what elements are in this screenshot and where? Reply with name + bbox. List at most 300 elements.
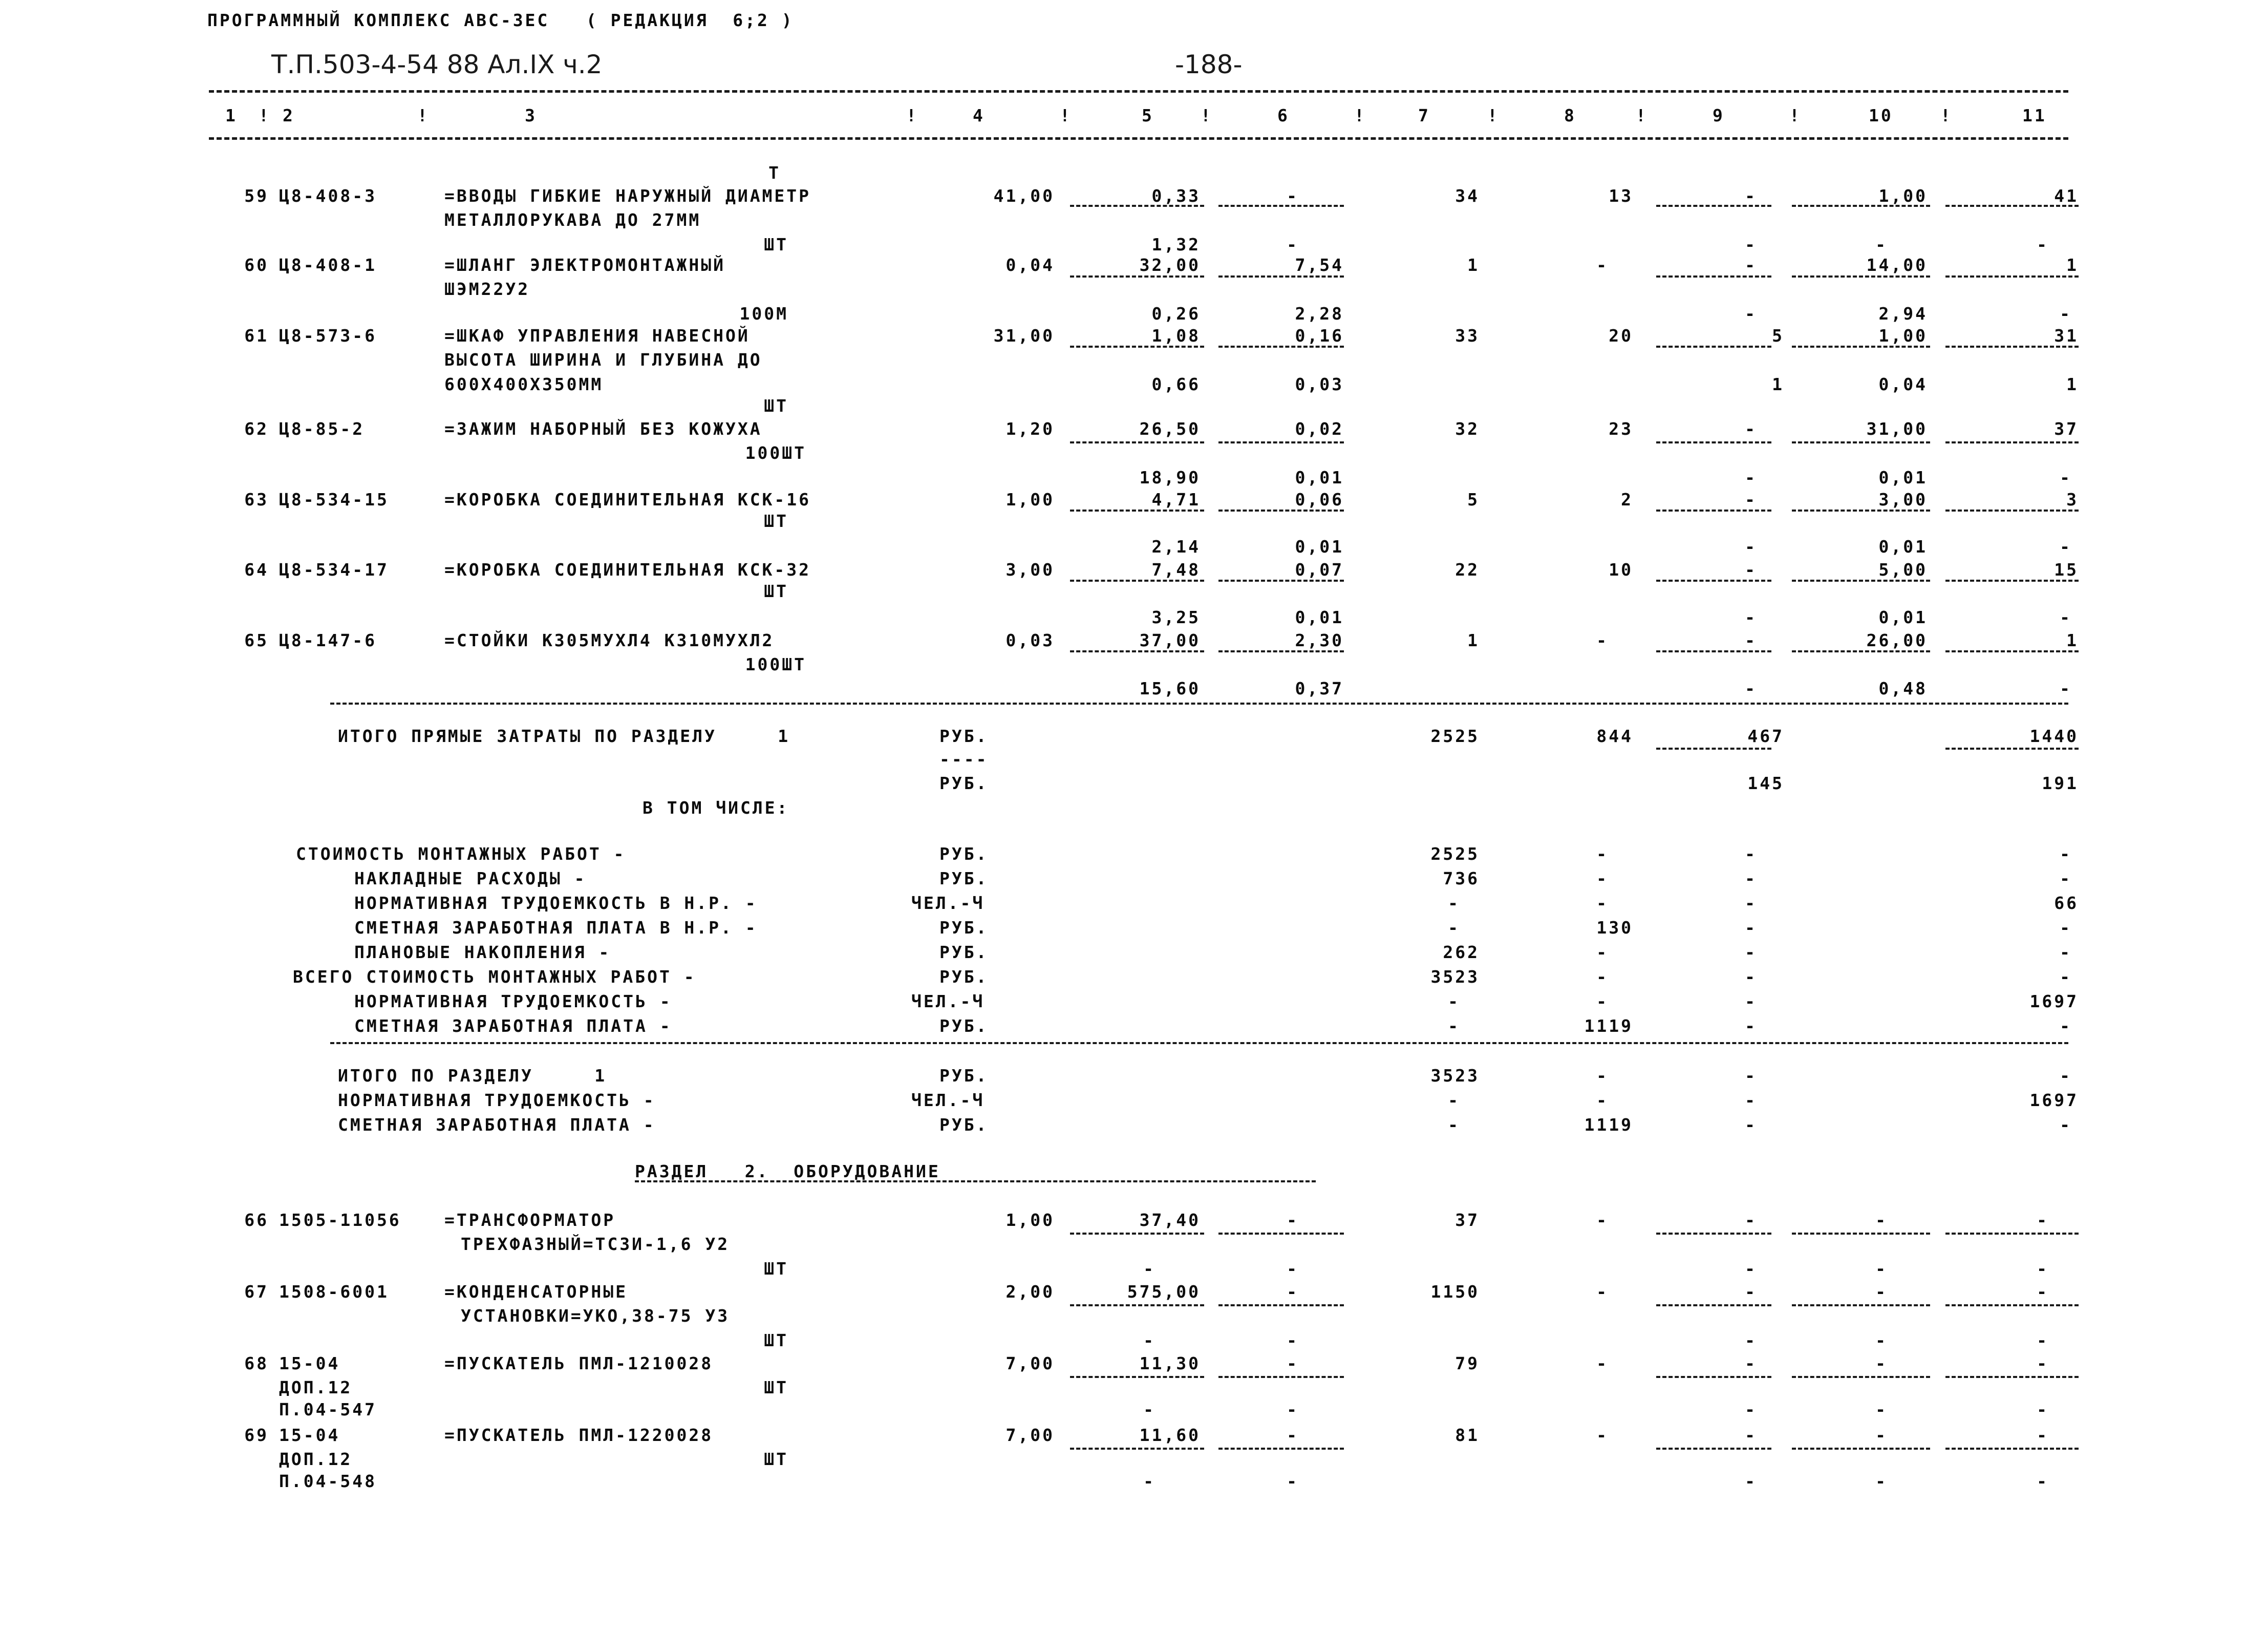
cell-separator	[1070, 205, 1204, 207]
cell-separator	[1218, 275, 1344, 278]
table-cell: 0,06	[1295, 490, 1344, 510]
table-text: ЧЕЛ.-Ч	[911, 1090, 985, 1110]
table-text: 1,32	[1151, 235, 1201, 255]
table-cell: 5	[1772, 326, 1784, 346]
table-cell: -	[1596, 1353, 1609, 1373]
summary-cell: РУБ.	[939, 726, 989, 746]
table-cell: -	[1875, 1282, 1888, 1302]
table-text: 0,01	[1295, 607, 1344, 627]
table-cell: Ц8-534-17	[279, 560, 389, 580]
table-text: ШТ	[764, 396, 788, 416]
cell-separator	[1070, 1448, 1204, 1450]
table-text: -	[2060, 844, 2072, 864]
table-text: -	[1596, 893, 1609, 913]
cell-separator	[1218, 580, 1344, 582]
table-text: НОРМАТИВНАЯ ТРУДОЕМКОСТЬ В Н.Р. -	[354, 893, 758, 913]
table-cell: =ШЛАНГ ЭЛЕКТРОМОНТАЖНЫЙ	[444, 255, 725, 275]
cell-separator	[1792, 205, 1930, 207]
table-cell: 1,20	[1005, 419, 1055, 439]
table-text: 736	[1443, 868, 1480, 888]
cell-separator	[1070, 346, 1204, 348]
table-text: -	[2060, 967, 2072, 987]
cell-separator	[1656, 1376, 1771, 1378]
table-cell: 0,07	[1295, 560, 1344, 580]
table-text: -	[1745, 1016, 1757, 1036]
table-text: ШТ	[764, 1330, 788, 1350]
table-text: -	[2060, 1115, 2072, 1135]
table-text: 0,26	[1151, 304, 1201, 324]
table-cell: 7,48	[1151, 560, 1201, 580]
summary-cell: 3523	[1430, 1066, 1480, 1086]
cell-separator	[1218, 346, 1344, 348]
column-divider: !	[1201, 105, 1213, 125]
table-text: -	[1745, 991, 1757, 1011]
table-text: СМЕТНАЯ ЗАРАБОТНАЯ ПЛАТА В Н.Р. -	[354, 918, 758, 938]
table-cell: 37,40	[1139, 1210, 1201, 1230]
summary-cell: 844	[1596, 726, 1633, 746]
summary-cell: -	[1745, 1066, 1757, 1086]
table-cell: -	[1745, 255, 1757, 275]
cell-separator	[1792, 275, 1930, 278]
table-cell: 37	[2054, 419, 2079, 439]
table-text: 130	[1596, 918, 1633, 938]
table-text: 145	[1747, 773, 1784, 793]
cell-separator	[1218, 441, 1344, 443]
table-cell: 5	[1467, 490, 1480, 510]
table-text: 15,60	[1139, 678, 1201, 698]
cell-separator	[1792, 1448, 1930, 1450]
table-text: МЕТАЛЛОРУКАВА ДО 27ММ	[444, 210, 701, 230]
table-cell: 15-04	[279, 1425, 340, 1445]
table-text: -	[1448, 893, 1460, 913]
cell-separator	[1656, 1304, 1771, 1306]
table-text: -	[1448, 1016, 1460, 1036]
table-cell: Ц8-534-15	[279, 490, 389, 510]
table-text: -	[1596, 942, 1609, 962]
table-cell: 66	[244, 1210, 269, 1230]
table-text: -	[2037, 1471, 2049, 1491]
table-cell: =ВВОДЫ ГИБКИЕ НАРУЖНЫЙ ДИАМЕТР	[444, 186, 811, 206]
summary-cell: -	[2060, 1066, 2072, 1086]
table-cell: -	[1596, 630, 1609, 650]
cell-separator	[1656, 748, 1771, 750]
cell-separator	[1218, 1376, 1344, 1378]
cell-separator	[1656, 205, 1771, 207]
table-text: -	[2060, 537, 2072, 557]
column-divider: !	[1487, 105, 1500, 125]
table-text: 0,01	[1878, 607, 1928, 627]
column-divider: !	[1060, 105, 1072, 125]
table-cell: 1	[1467, 630, 1480, 650]
table-cell: -	[1745, 1425, 1757, 1445]
table-cell: 1,08	[1151, 326, 1201, 346]
table-text: -	[1745, 893, 1757, 913]
table-cell: 15-04	[279, 1353, 340, 1373]
table-text: УСТАНОВКИ=УКО,38-75 У3	[461, 1306, 730, 1326]
table-text: -	[1875, 1330, 1888, 1350]
table-text: 0,04	[1878, 374, 1928, 394]
table-cell: =ЗАЖИМ НАБОРНЫЙ БЕЗ КОЖУХА	[444, 419, 762, 439]
table-cell: 1,00	[1005, 490, 1055, 510]
table-text: Т	[768, 163, 781, 183]
table-text: 100ШТ	[745, 654, 806, 674]
table-cell: 60	[244, 255, 269, 275]
table-text: -	[1143, 1471, 1156, 1491]
table-text: 3,25	[1151, 607, 1201, 627]
table-cell: -	[1287, 1425, 1299, 1445]
table-text: 0,48	[1878, 678, 1928, 698]
table-text: 100М	[739, 304, 788, 324]
table-text: ДОП.12	[279, 1377, 353, 1397]
table-text: -	[1745, 678, 1757, 698]
table-text: -	[2037, 1259, 2049, 1279]
table-text: ШТ	[764, 1377, 788, 1397]
cell-separator	[1656, 441, 1771, 443]
table-text: ШТ	[764, 1259, 788, 1279]
table-cell: 34	[1455, 186, 1480, 206]
column-divider: !	[1940, 105, 1953, 125]
table-cell: 0,04	[1005, 255, 1055, 275]
table-text: СМЕТНАЯ ЗАРАБОТНАЯ ПЛАТА -	[338, 1115, 656, 1135]
column-number: 7	[1418, 105, 1430, 125]
table-cell: Ц8-408-3	[279, 186, 377, 206]
table-text: -	[1745, 468, 1757, 487]
column-divider: !	[1354, 105, 1366, 125]
table-cell: 7,54	[1295, 255, 1344, 275]
cell-separator	[1656, 510, 1771, 512]
table-cell: 575,00	[1127, 1282, 1201, 1302]
table-cell: 62	[244, 419, 269, 439]
cell-separator	[1656, 275, 1771, 278]
table-cell: 22	[1455, 560, 1480, 580]
cell-separator	[1945, 510, 2079, 512]
cell-separator	[1792, 1233, 1930, 1235]
cell-separator	[1656, 346, 1771, 348]
subtotal-rule	[330, 1042, 2068, 1044]
table-text: -	[2060, 868, 2072, 888]
table-text: 600Х400Х350ММ	[444, 374, 604, 394]
table-text: -	[1448, 991, 1460, 1011]
cell-separator	[1070, 1304, 1204, 1306]
summary-cell: ИТОГО ПРЯМЫЕ ЗАТРАТЫ ПО РАЗДЕЛУ 1	[338, 726, 790, 746]
table-text: СМЕТНАЯ ЗАРАБОТНАЯ ПЛАТА -	[354, 1016, 672, 1036]
cell-separator	[1945, 1233, 2079, 1235]
summary-cell: 1440	[2029, 726, 2079, 746]
table-text: -	[2060, 942, 2072, 962]
cell-separator	[1945, 346, 2079, 348]
table-text: -	[1875, 1399, 1888, 1419]
table-text: -	[1287, 1259, 1299, 1279]
column-divider: !	[1636, 105, 1648, 125]
table-text: -	[1287, 1471, 1299, 1491]
table-cell: 68	[244, 1353, 269, 1373]
table-cell: 2,30	[1295, 630, 1344, 650]
table-text: -	[1745, 537, 1757, 557]
table-cell: 7,00	[1005, 1353, 1055, 1373]
table-cell: 31,00	[993, 326, 1055, 346]
table-cell: 33	[1455, 326, 1480, 346]
column-number: 3	[525, 105, 537, 125]
table-text: ТРЕХФАЗНЫЙ=ТСЗИ-1,6 У2	[461, 1234, 730, 1254]
table-text: -	[1143, 1330, 1156, 1350]
table-text: РУБ.	[939, 942, 989, 962]
table-text: ПЛАНОВЫЕ НАКОПЛЕНИЯ -	[354, 942, 611, 962]
table-text: РУБ.	[939, 1115, 989, 1135]
table-text: -	[1596, 868, 1609, 888]
cell-separator	[1218, 1304, 1344, 1306]
table-text: РУБ.	[939, 868, 989, 888]
table-cell: 15	[2054, 560, 2079, 580]
table-text: -	[1745, 918, 1757, 938]
table-cell: 20	[1609, 326, 1633, 346]
table-text: П.04-547	[279, 1399, 377, 1419]
table-text: -	[1745, 304, 1757, 324]
table-cell: 3,00	[1005, 560, 1055, 580]
table-text: ШТ	[764, 511, 788, 531]
table-cell: Ц8-85-2	[279, 419, 365, 439]
table-text: -	[1448, 918, 1460, 938]
program-header: ПРОГРАММНЫЙ КОМПЛЕКС АВС-ЗЕС ( РЕДАКЦИЯ 6;2 )	[207, 10, 794, 30]
table-text: П.04-548	[279, 1471, 377, 1491]
table-cell: 31	[2054, 326, 2079, 346]
table-cell: -	[2037, 1353, 2049, 1373]
cell-separator	[1792, 1304, 1930, 1306]
table-cell: Ц8-408-1	[279, 255, 377, 275]
table-text: ВЫСОТА ШИРИНА И ГЛУБИНА ДО	[444, 350, 762, 370]
table-text: 1697	[2029, 1090, 2079, 1110]
cell-separator	[1792, 650, 1930, 652]
table-cell: 23	[1609, 419, 1633, 439]
table-text: 18,90	[1139, 468, 1201, 487]
cell-separator	[1945, 748, 2079, 750]
table-text: -	[2060, 918, 2072, 938]
table-cell: 59	[244, 186, 269, 206]
cell-separator	[1792, 346, 1930, 348]
column-number: 2	[283, 105, 295, 125]
cell-separator	[1945, 1304, 2079, 1306]
table-text: -	[1448, 1090, 1460, 1110]
table-cell: =СТОЙКИ К305МУХЛ4 К310МУХЛ2	[444, 630, 775, 650]
table-cell: -	[1287, 1353, 1299, 1373]
cell-separator	[1070, 650, 1204, 652]
summary-cell: 2525	[1430, 726, 1480, 746]
table-cell: 2	[1621, 490, 1633, 510]
table-cell: 1505-11056	[279, 1210, 401, 1230]
table-cell: -	[2037, 1210, 2049, 1230]
cell-separator	[1070, 275, 1204, 278]
table-cell: 69	[244, 1425, 269, 1445]
cell-separator	[1218, 1448, 1344, 1450]
table-cell: -	[1596, 1282, 1609, 1302]
cell-separator	[1218, 1233, 1344, 1235]
cell-separator	[1070, 510, 1204, 512]
table-cell: 41	[2054, 186, 2079, 206]
table-text: -	[1875, 1259, 1888, 1279]
column-divider: !	[417, 105, 430, 125]
table-cell: =ШКАФ УПРАВЛЕНИЯ НАВЕСНОЙ	[444, 326, 750, 346]
table-cell: 41,00	[993, 186, 1055, 206]
table-text: 0,01	[1878, 468, 1928, 487]
table-cell: 37	[1455, 1210, 1480, 1230]
table-text: РУБ.	[939, 773, 989, 793]
column-number: 6	[1277, 105, 1290, 125]
table-cell: -	[1875, 1425, 1888, 1445]
table-text: -	[2037, 1399, 2049, 1419]
page-number: -188-	[1175, 50, 1243, 79]
column-divider: !	[259, 105, 271, 125]
table-cell: =ТРАНСФОРМАТОР	[444, 1210, 616, 1230]
table-text: 0,01	[1295, 468, 1344, 487]
table-text: 3523	[1430, 967, 1480, 987]
table-cell: 7,00	[1005, 1425, 1055, 1445]
table-text: -	[2037, 1330, 2049, 1350]
table-text: -	[1448, 1115, 1460, 1135]
table-cell: 26,00	[1866, 630, 1928, 650]
cell-separator	[1945, 205, 2079, 207]
cell-separator	[1656, 650, 1771, 652]
table-text: -	[1745, 868, 1757, 888]
column-number: 8	[1564, 105, 1576, 125]
table-text: -	[1875, 235, 1888, 255]
table-text: ЧЕЛ.-Ч	[911, 991, 985, 1011]
table-text: -	[1745, 607, 1757, 627]
table-cell: -	[1745, 490, 1757, 510]
table-text: 2,14	[1151, 537, 1201, 557]
summary-cell: -	[1596, 1066, 1609, 1086]
column-number: 4	[973, 105, 985, 125]
cell-separator	[1945, 580, 2079, 582]
column-number: 5	[1142, 105, 1154, 125]
table-text: -	[2060, 678, 2072, 698]
table-cell: 11,60	[1139, 1425, 1201, 1445]
table-cell: 0,33	[1151, 186, 1201, 206]
cell-separator	[1945, 275, 2079, 278]
cell-separator	[1070, 1376, 1204, 1378]
table-cell: -	[1596, 255, 1609, 275]
table-text: ШТ	[764, 235, 788, 255]
cell-separator	[1218, 510, 1344, 512]
section-title: РАЗДЕЛ 2. ОБОРУДОВАНИЕ	[635, 1161, 940, 1181]
table-cell: -	[1745, 1210, 1757, 1230]
header-top-rule	[209, 90, 2068, 93]
table-cell: 37,00	[1139, 630, 1201, 650]
table-text: ----	[939, 749, 989, 769]
table-cell: 14,00	[1866, 255, 1928, 275]
table-text: -	[1287, 1399, 1299, 1419]
cell-separator	[1792, 441, 1930, 443]
table-text: 1	[2066, 374, 2079, 394]
table-cell: -	[1875, 1210, 1888, 1230]
table-text: -	[1745, 1259, 1757, 1279]
table-text: -	[1745, 1471, 1757, 1491]
cell-separator	[1792, 580, 1930, 582]
summary-cell: 467	[1747, 726, 1784, 746]
table-text: -	[1745, 844, 1757, 864]
table-text: ШЭМ22У2	[444, 279, 530, 299]
cell-separator	[1070, 1233, 1204, 1235]
column-number: 10	[1869, 105, 1893, 125]
table-cell: -	[1287, 1282, 1299, 1302]
table-cell: 1	[2066, 630, 2079, 650]
table-text: -	[1596, 844, 1609, 864]
table-text: 1119	[1584, 1016, 1633, 1036]
table-cell: 11,30	[1139, 1353, 1201, 1373]
table-text: СТОИМОСТЬ МОНТАЖНЫХ РАБОТ -	[296, 844, 626, 864]
table-cell: -	[2037, 1425, 2049, 1445]
items-end-rule	[330, 703, 2068, 705]
table-text: -	[1745, 967, 1757, 987]
table-cell: -	[1596, 1425, 1609, 1445]
table-cell: 3,00	[1878, 490, 1928, 510]
table-cell: 65	[244, 630, 269, 650]
table-cell: 10	[1609, 560, 1633, 580]
table-cell: -	[1745, 186, 1757, 206]
table-cell: 1150	[1430, 1282, 1480, 1302]
table-cell: -	[1745, 1353, 1757, 1373]
table-text: -	[1596, 991, 1609, 1011]
summary-cell: ИТОГО ПО РАЗДЕЛУ 1	[338, 1066, 607, 1086]
table-cell: 3	[2066, 490, 2079, 510]
table-cell: 26,50	[1139, 419, 1201, 439]
table-cell: 32,00	[1139, 255, 1201, 275]
table-text: 262	[1443, 942, 1480, 962]
table-text: ЧЕЛ.-Ч	[911, 893, 985, 913]
table-cell: =КОНДЕНСАТОРНЫЕ	[444, 1282, 628, 1302]
table-cell: 1508-6001	[279, 1282, 389, 1302]
table-text: РУБ.	[939, 844, 989, 864]
table-text: 0,66	[1151, 374, 1201, 394]
table-text: 0,03	[1295, 374, 1344, 394]
table-cell: 0,02	[1295, 419, 1344, 439]
table-text: РУБ.	[939, 967, 989, 987]
table-text: -	[1745, 1399, 1757, 1419]
table-text: -	[2060, 468, 2072, 487]
table-cell: -	[1596, 1210, 1609, 1230]
table-cell: 63	[244, 490, 269, 510]
table-text: 2525	[1430, 844, 1480, 864]
table-text: 66	[2054, 893, 2079, 913]
cell-separator	[1656, 580, 1771, 582]
table-text: -	[1287, 1330, 1299, 1350]
table-text: -	[1143, 1399, 1156, 1419]
table-text: РУБ.	[939, 1016, 989, 1036]
table-text: ШТ	[764, 581, 788, 601]
table-cell: 0,16	[1295, 326, 1344, 346]
table-cell: 61	[244, 326, 269, 346]
table-text: ДОП.12	[279, 1449, 353, 1469]
cell-separator	[1070, 441, 1204, 443]
table-cell: 1,00	[1878, 186, 1928, 206]
cell-separator	[1792, 1376, 1930, 1378]
table-cell: 2,00	[1005, 1282, 1055, 1302]
summary-cell: РУБ.	[939, 1066, 989, 1086]
table-text: -	[1745, 942, 1757, 962]
table-cell: 4,71	[1151, 490, 1201, 510]
column-number: 11	[2022, 105, 2047, 125]
table-text: 2,28	[1295, 304, 1344, 324]
table-cell: 67	[244, 1282, 269, 1302]
table-cell: -	[1745, 419, 1757, 439]
cell-separator	[1656, 1448, 1771, 1450]
column-number: 9	[1713, 105, 1725, 125]
table-text: 1	[1772, 374, 1784, 394]
table-text: -	[1596, 967, 1609, 987]
table-text: -	[1596, 1090, 1609, 1110]
table-cell: 79	[1455, 1353, 1480, 1373]
table-cell: Ц8-147-6	[279, 630, 377, 650]
table-text: 1119	[1584, 1115, 1633, 1135]
cell-separator	[1070, 580, 1204, 582]
